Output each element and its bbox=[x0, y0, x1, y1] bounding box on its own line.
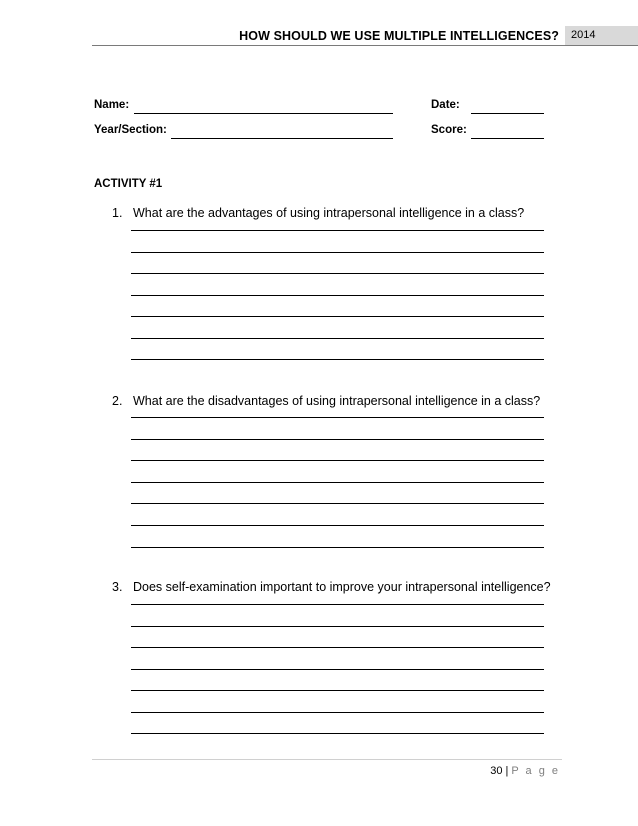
name-label: Name: bbox=[94, 99, 130, 111]
answer-line bbox=[131, 669, 544, 670]
answer-line bbox=[131, 273, 544, 274]
answer-line bbox=[131, 417, 544, 418]
page-number: 30 bbox=[490, 765, 503, 777]
question-text: What are the advantages of using intrapersonal intelligence in a class? bbox=[133, 206, 525, 220]
answer-line bbox=[131, 359, 544, 360]
activity-title: ACTIVITY #1 bbox=[94, 178, 163, 190]
answer-line bbox=[131, 482, 544, 483]
answer-line bbox=[131, 647, 544, 648]
answer-line bbox=[131, 690, 544, 691]
answer-line bbox=[131, 252, 544, 253]
answer-line bbox=[131, 525, 544, 526]
answer-line bbox=[131, 295, 544, 296]
name-blank bbox=[134, 113, 393, 114]
header-divider bbox=[92, 45, 638, 46]
answer-line bbox=[131, 460, 544, 461]
year-section-blank bbox=[171, 138, 393, 139]
score-label: Score: bbox=[431, 124, 467, 136]
header-title: HOW SHOULD WE USE MULTIPLE INTELLIGENCES? bbox=[239, 29, 559, 43]
answer-line bbox=[131, 230, 544, 231]
year-section-label: Year/Section: bbox=[94, 124, 167, 136]
answer-line bbox=[131, 316, 544, 317]
question-number: 2. bbox=[112, 394, 123, 408]
date-blank bbox=[471, 113, 544, 114]
question-number: 3. bbox=[112, 580, 123, 594]
date-label: Date: bbox=[431, 99, 460, 111]
answer-line bbox=[131, 733, 544, 734]
score-blank bbox=[471, 138, 544, 139]
question-text: What are the disadvantages of using intrapersonal intelligence in a class? bbox=[133, 394, 541, 408]
answer-line bbox=[131, 712, 544, 713]
answer-line bbox=[131, 547, 544, 548]
page-word: P a g e bbox=[511, 765, 560, 777]
header-year: 2014 bbox=[565, 26, 638, 45]
footer-divider bbox=[92, 759, 562, 760]
question-number: 1. bbox=[112, 206, 123, 220]
answer-line bbox=[131, 604, 544, 605]
question-text: Does self-examination important to improve your intrapersonal intelligence? bbox=[133, 580, 551, 594]
answer-line bbox=[131, 338, 544, 339]
page-footer bbox=[0, 765, 560, 777]
footer-separator: | bbox=[505, 765, 509, 777]
answer-line bbox=[131, 439, 544, 440]
answer-line bbox=[131, 503, 544, 504]
answer-line bbox=[131, 626, 544, 627]
